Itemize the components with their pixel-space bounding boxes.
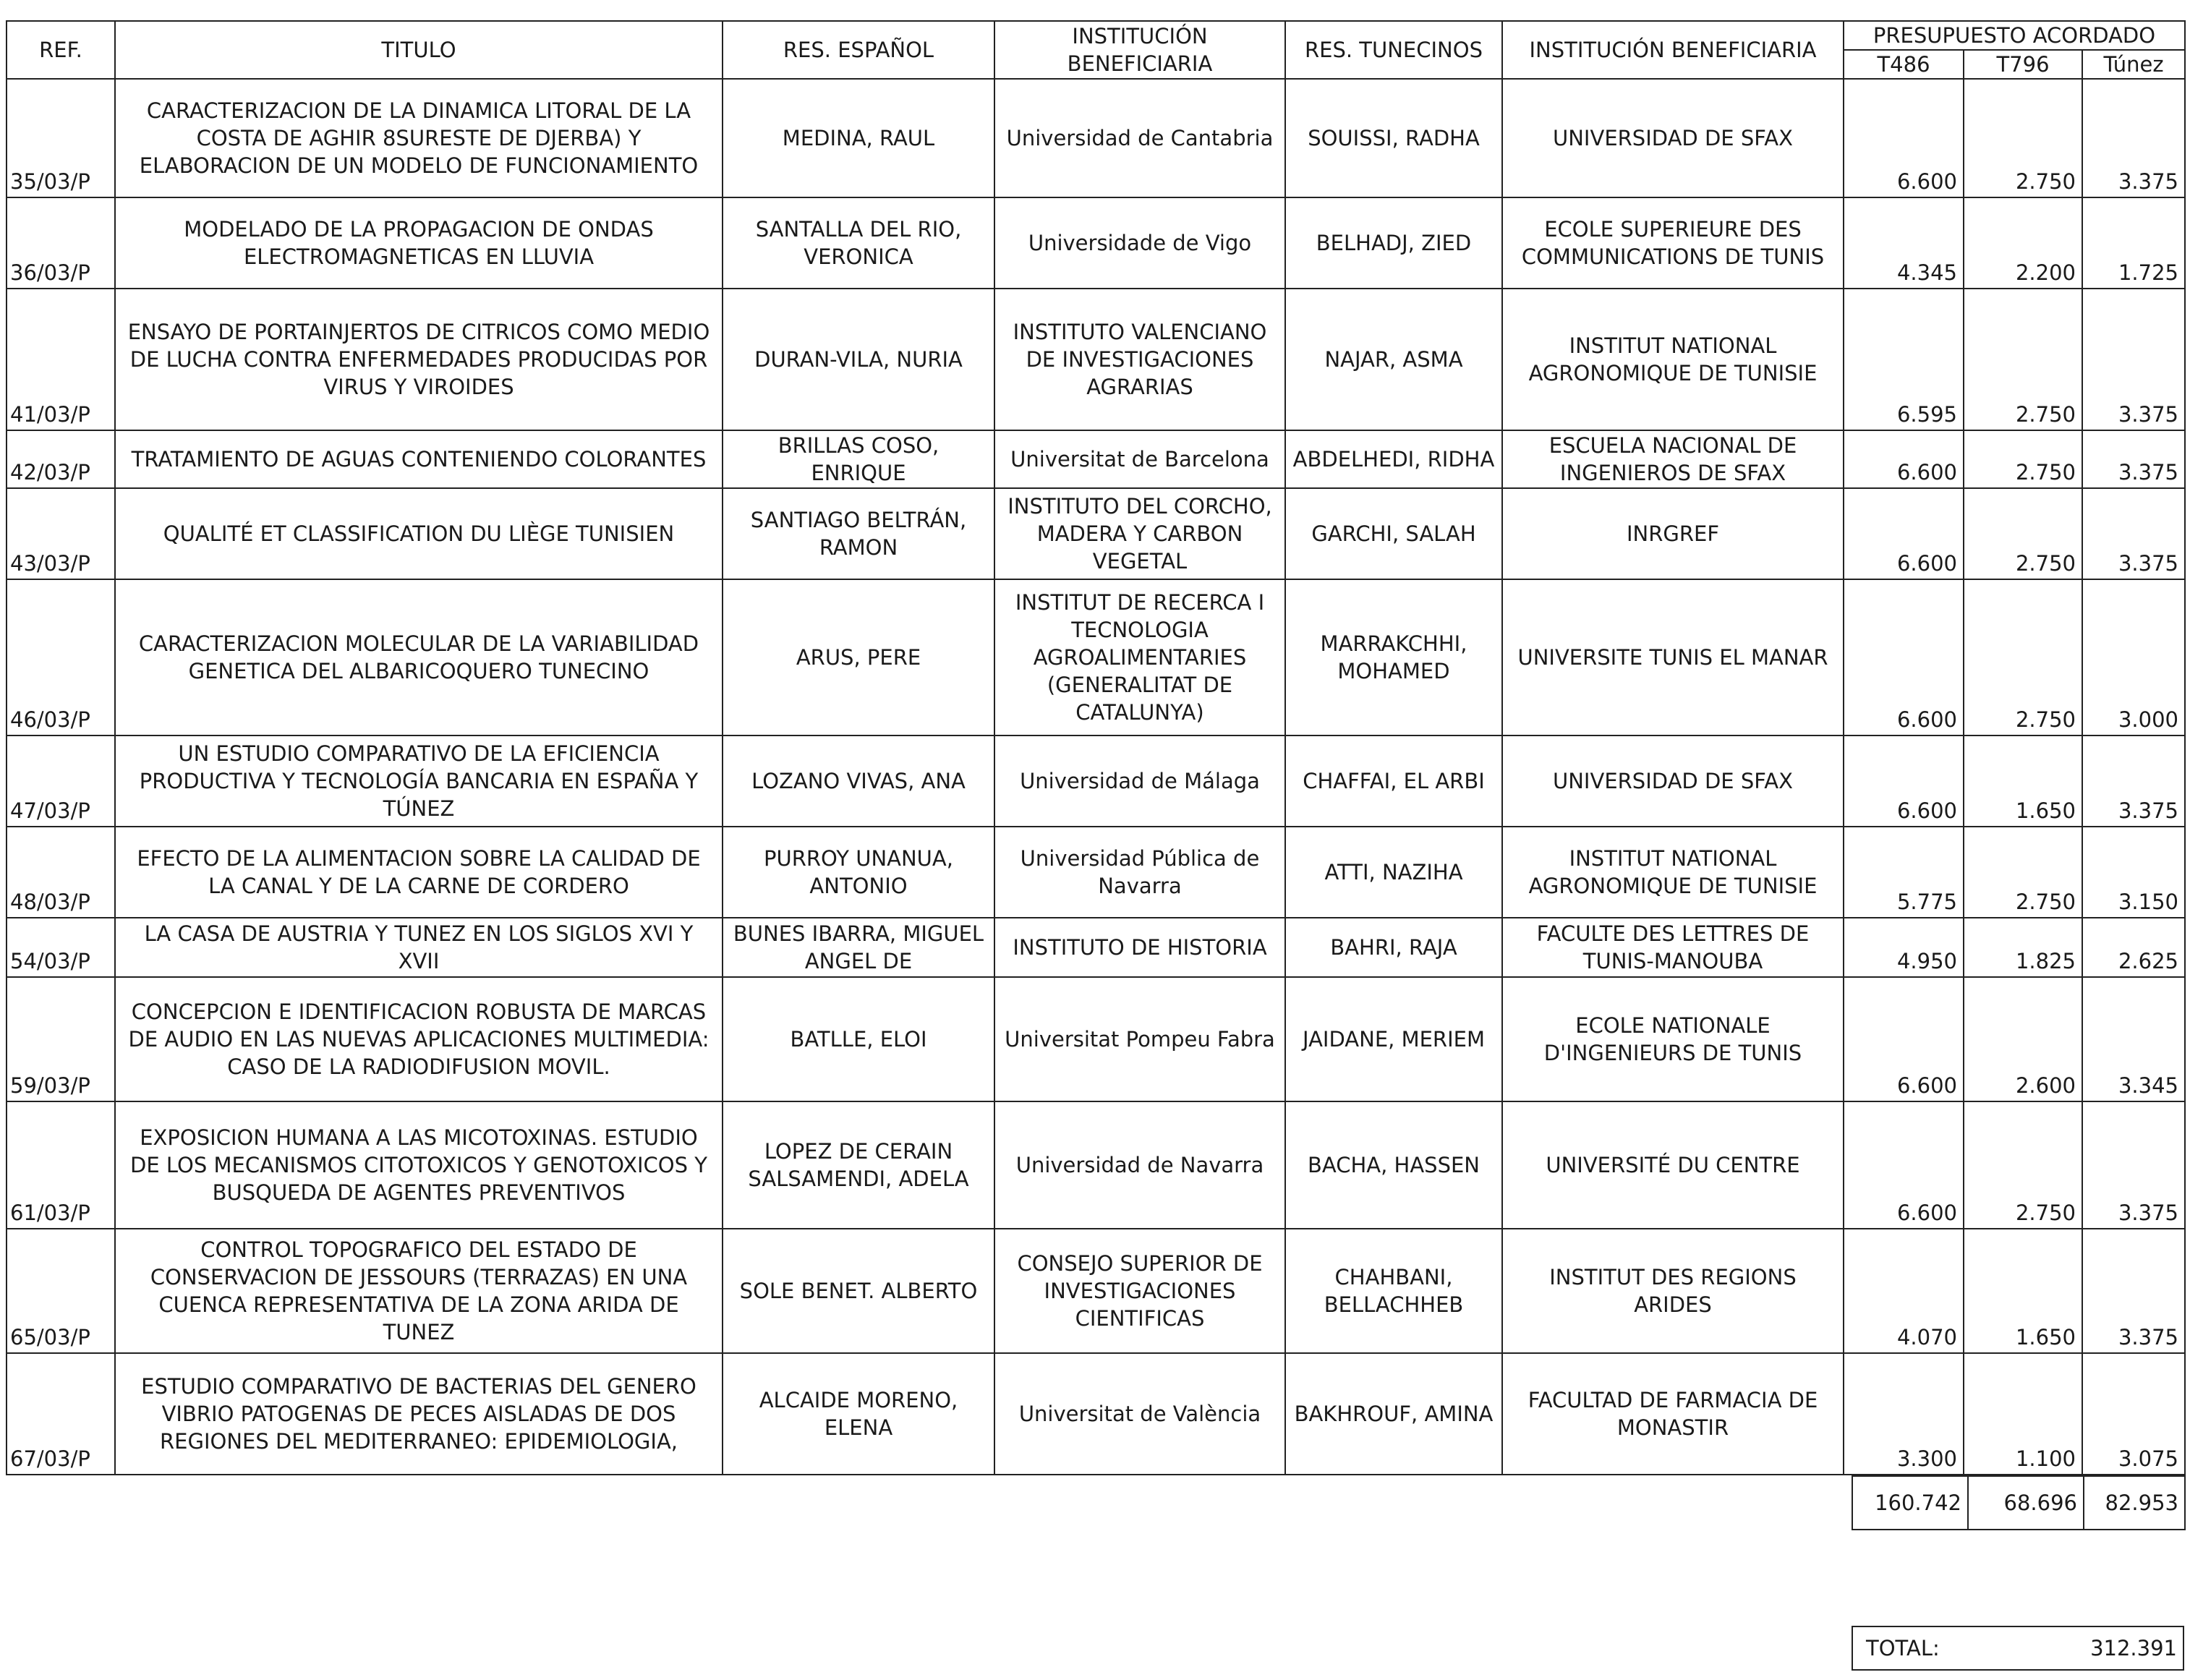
cell-res-tunecino: ABDELHEDI, RIDHA bbox=[1285, 430, 1502, 488]
table-row bbox=[7, 1229, 2185, 1353]
table-row bbox=[7, 430, 2185, 488]
table-body bbox=[7, 79, 2185, 1475]
table-row bbox=[7, 488, 2185, 579]
cell-t486: 6.600 bbox=[1844, 1101, 1964, 1229]
cell-institucion-tn: INSTITUT NATIONAL AGRONOMIQUE DE TUNISIE bbox=[1502, 827, 1844, 918]
cell-t796: 1.650 bbox=[1964, 1229, 2082, 1353]
cell-institucion-es: Universidad de Navarra bbox=[994, 1101, 1285, 1229]
cell-institucion-es: INSTITUTO DE HISTORIA bbox=[994, 918, 1285, 977]
cell-titulo: UN ESTUDIO COMPARATIVO DE LA EFICIENCIA PRODUCTIVA Y TECNOLOGÍA BANCARIA EN ESPAÑA Y TÚNEZ bbox=[115, 735, 723, 827]
cell-institucion-es: Universitat de València bbox=[994, 1353, 1285, 1475]
cell-tunez: 3.000 bbox=[2082, 579, 2185, 735]
cell-t486: 3.300 bbox=[1844, 1353, 1964, 1475]
cell-ref: 35/03/P bbox=[7, 79, 115, 197]
cell-t486: 6.600 bbox=[1844, 430, 1964, 488]
cell-ref: 48/03/P bbox=[7, 827, 115, 918]
cell-res-tunecino: BAKHROUF, AMINA bbox=[1285, 1353, 1502, 1475]
cell-ref: 47/03/P bbox=[7, 735, 115, 827]
cell-institucion-es: INSTITUTO DEL CORCHO, MADERA Y CARBON VEGETAL bbox=[994, 488, 1285, 579]
cell-res-tunecino: NAJAR, ASMA bbox=[1285, 289, 1502, 430]
cell-res-tunecino: CHAFFAI, EL ARBI bbox=[1285, 735, 1502, 827]
total-t486: 160.742 bbox=[1852, 1476, 1968, 1530]
cell-t796: 2.750 bbox=[1964, 430, 2082, 488]
table-row bbox=[7, 197, 2185, 289]
cell-t796: 2.600 bbox=[1964, 977, 2082, 1101]
cell-tunez: 2.625 bbox=[2082, 918, 2185, 977]
cell-res-tunecino: SOUISSI, RADHA bbox=[1285, 79, 1502, 197]
cell-institucion-es: Universidad Pública de Navarra bbox=[994, 827, 1285, 918]
cell-titulo: CARACTERIZACION DE LA DINAMICA LITORAL DE LA COSTA DE AGHIR 8SURESTE DE DJERBA) Y ELABORACION DE UN MODELO DE FUNCIONAMIENTO bbox=[115, 79, 723, 197]
cell-t486: 4.345 bbox=[1844, 197, 1964, 289]
cell-res-tunecino: MARRAKCHHI, MOHAMED bbox=[1285, 579, 1502, 735]
cell-t486: 5.775 bbox=[1844, 827, 1964, 918]
cell-titulo: CONCEPCION E IDENTIFICACION ROBUSTA DE MARCAS DE AUDIO EN LAS NUEVAS APLICACIONES MULTIMEDIA: CASO DE LA RADIODIFUSION MOVIL. bbox=[115, 977, 723, 1101]
cell-tunez: 3.375 bbox=[2082, 79, 2185, 197]
cell-institucion-tn: ESCUELA NACIONAL DE INGENIEROS DE SFAX bbox=[1502, 430, 1844, 488]
cell-ref: 36/03/P bbox=[7, 197, 115, 289]
cell-t486: 4.070 bbox=[1844, 1229, 1964, 1353]
cell-res-espanol: ARUS, PERE bbox=[723, 579, 994, 735]
cell-institucion-es: CONSEJO SUPERIOR DE INVESTIGACIONES CIENTIFICAS bbox=[994, 1229, 1285, 1353]
cell-ref: 42/03/P bbox=[7, 430, 115, 488]
cell-institucion-tn: FACULTE DES LETTRES DE TUNIS-MANOUBA bbox=[1502, 918, 1844, 977]
cell-titulo: QUALITÉ ET CLASSIFICATION DU LIÈGE TUNISIEN bbox=[115, 488, 723, 579]
table-row bbox=[7, 827, 2185, 918]
total-t796: 68.696 bbox=[1968, 1476, 2084, 1530]
grand-total-value: 312.391 bbox=[2090, 1636, 2177, 1660]
cell-institucion-es: Universidade de Vigo bbox=[994, 197, 1285, 289]
cell-ref: 67/03/P bbox=[7, 1353, 115, 1475]
cell-res-tunecino: BACHA, HASSEN bbox=[1285, 1101, 1502, 1229]
table-row bbox=[7, 289, 2185, 430]
cell-t486: 6.600 bbox=[1844, 579, 1964, 735]
cell-ref: 43/03/P bbox=[7, 488, 115, 579]
header-tunez: Túnez bbox=[2082, 50, 2185, 79]
cell-tunez: 3.375 bbox=[2082, 1229, 2185, 1353]
cell-t796: 2.750 bbox=[1964, 79, 2082, 197]
cell-ref: 54/03/P bbox=[7, 918, 115, 977]
cell-t486: 6.595 bbox=[1844, 289, 1964, 430]
cell-res-espanol: LOZANO VIVAS, ANA bbox=[723, 735, 994, 827]
cell-res-tunecino: CHAHBANI, BELLACHHEB bbox=[1285, 1229, 1502, 1353]
cell-t486: 6.600 bbox=[1844, 488, 1964, 579]
header-institucion-beneficiaria-es: INSTITUCIÓN BENEFICIARIA bbox=[994, 21, 1285, 79]
cell-institucion-tn: UNIVERSITÉ DU CENTRE bbox=[1502, 1101, 1844, 1229]
table-row bbox=[7, 1101, 2185, 1229]
cell-tunez: 3.075 bbox=[2082, 1353, 2185, 1475]
table-row bbox=[7, 1353, 2185, 1475]
cell-t796: 2.750 bbox=[1964, 289, 2082, 430]
table-row bbox=[7, 735, 2185, 827]
header-institucion-beneficiaria-tn: INSTITUCIÓN BENEFICIARIA bbox=[1502, 21, 1844, 79]
header-t796: T796 bbox=[1964, 50, 2082, 79]
cell-titulo: MODELADO DE LA PROPAGACION DE ONDAS ELECTROMAGNETICAS EN LLUVIA bbox=[115, 197, 723, 289]
cell-res-espanol: PURROY UNANUA, ANTONIO bbox=[723, 827, 994, 918]
cell-t486: 4.950 bbox=[1844, 918, 1964, 977]
grand-total-box bbox=[1852, 1626, 2184, 1671]
column-totals bbox=[1852, 1475, 2186, 1530]
header-presupuesto-acordado: PRESUPUESTO ACORDADO bbox=[1844, 21, 2185, 50]
cell-res-espanol: SANTIAGO BELTRÁN, RAMON bbox=[723, 488, 994, 579]
cell-t486: 6.600 bbox=[1844, 79, 1964, 197]
cell-t796: 2.200 bbox=[1964, 197, 2082, 289]
cell-ref: 41/03/P bbox=[7, 289, 115, 430]
cell-institucion-tn: UNIVERSIDAD DE SFAX bbox=[1502, 735, 1844, 827]
cell-institucion-es: Universidad de Málaga bbox=[994, 735, 1285, 827]
cell-res-tunecino: ATTI, NAZIHA bbox=[1285, 827, 1502, 918]
cell-res-espanol: DURAN-VILA, NURIA bbox=[723, 289, 994, 430]
cell-titulo: LA CASA DE AUSTRIA Y TUNEZ EN LOS SIGLOS XVI Y XVII bbox=[115, 918, 723, 977]
cell-tunez: 3.375 bbox=[2082, 1101, 2185, 1229]
cell-t796: 1.650 bbox=[1964, 735, 2082, 827]
cell-tunez: 3.345 bbox=[2082, 977, 2185, 1101]
cell-titulo: ESTUDIO COMPARATIVO DE BACTERIAS DEL GENERO VIBRIO PATOGENAS DE PECES AISLADAS DE DOS REGIONES DEL MEDITERRANEO: EPIDEMIOLOGIA, bbox=[115, 1353, 723, 1475]
table-row bbox=[7, 579, 2185, 735]
header-t486: T486 bbox=[1844, 50, 1964, 79]
cell-tunez: 3.375 bbox=[2082, 735, 2185, 827]
projects-table bbox=[6, 20, 2186, 1475]
cell-ref: 65/03/P bbox=[7, 1229, 115, 1353]
cell-ref: 59/03/P bbox=[7, 977, 115, 1101]
cell-institucion-tn: ECOLE SUPERIEURE DES COMMUNICATIONS DE TUNIS bbox=[1502, 197, 1844, 289]
cell-institucion-tn: INSTITUT NATIONAL AGRONOMIQUE DE TUNISIE bbox=[1502, 289, 1844, 430]
header-ref: REF. bbox=[7, 21, 115, 79]
cell-res-espanol: LOPEZ DE CERAIN SALSAMENDI, ADELA bbox=[723, 1101, 994, 1229]
header-res-tunecinos: RES. TUNECINOS bbox=[1285, 21, 1502, 79]
cell-institucion-es: INSTITUT DE RECERCA I TECNOLOGIA AGROALIMENTARIES (GENERALITAT DE CATALUNYA) bbox=[994, 579, 1285, 735]
cell-institucion-tn: FACULTAD DE FARMACIA DE MONASTIR bbox=[1502, 1353, 1844, 1475]
cell-res-espanol: ALCAIDE MORENO, ELENA bbox=[723, 1353, 994, 1475]
cell-res-espanol: MEDINA, RAUL bbox=[723, 79, 994, 197]
cell-tunez: 3.375 bbox=[2082, 430, 2185, 488]
cell-institucion-tn: UNIVERSIDAD DE SFAX bbox=[1502, 79, 1844, 197]
cell-t486: 6.600 bbox=[1844, 735, 1964, 827]
cell-titulo: TRATAMIENTO DE AGUAS CONTENIENDO COLORANTES bbox=[115, 430, 723, 488]
cell-institucion-es: Universitat de Barcelona bbox=[994, 430, 1285, 488]
cell-ref: 46/03/P bbox=[7, 579, 115, 735]
cell-res-tunecino: JAIDANE, MERIEM bbox=[1285, 977, 1502, 1101]
cell-res-tunecino: BELHADJ, ZIED bbox=[1285, 197, 1502, 289]
cell-t796: 2.750 bbox=[1964, 579, 2082, 735]
cell-res-espanol: BATLLE, ELOI bbox=[723, 977, 994, 1101]
cell-institucion-tn: INRGREF bbox=[1502, 488, 1844, 579]
cell-institucion-es: INSTITUTO VALENCIANO DE INVESTIGACIONES AGRARIAS bbox=[994, 289, 1285, 430]
cell-t796: 1.825 bbox=[1964, 918, 2082, 977]
table-row bbox=[7, 977, 2185, 1101]
cell-titulo: EXPOSICION HUMANA A LAS MICOTOXINAS. ESTUDIO DE LOS MECANISMOS CITOTOXICOS Y GENOTOXICOS Y BUSQUEDA DE AGENTES PREVENTIVOS bbox=[115, 1101, 723, 1229]
cell-ref: 61/03/P bbox=[7, 1101, 115, 1229]
grand-total-label: TOTAL: bbox=[1866, 1636, 1940, 1660]
cell-institucion-tn: UNIVERSITE TUNIS EL MANAR bbox=[1502, 579, 1844, 735]
cell-t796: 2.750 bbox=[1964, 488, 2082, 579]
cell-titulo: CONTROL TOPOGRAFICO DEL ESTADO DE CONSERVACION DE JESSOURS (TERRAZAS) EN UNA CUENCA REPRESENTATIVA DE LA ZONA ARIDA DE TUNEZ bbox=[115, 1229, 723, 1353]
total-tunez: 82.953 bbox=[2084, 1476, 2185, 1530]
cell-titulo: ENSAYO DE PORTAINJERTOS DE CITRICOS COMO MEDIO DE LUCHA CONTRA ENFERMEDADES PRODUCIDAS POR VIRUS Y VIROIDES bbox=[115, 289, 723, 430]
cell-tunez: 3.150 bbox=[2082, 827, 2185, 918]
table-row bbox=[7, 79, 2185, 197]
cell-titulo: EFECTO DE LA ALIMENTACION SOBRE LA CALIDAD DE LA CANAL Y DE LA CARNE DE CORDERO bbox=[115, 827, 723, 918]
cell-res-tunecino: BAHRI, RAJA bbox=[1285, 918, 1502, 977]
cell-tunez: 3.375 bbox=[2082, 289, 2185, 430]
header-titulo: TITULO bbox=[115, 21, 723, 79]
cell-tunez: 3.375 bbox=[2082, 488, 2185, 579]
cell-institucion-tn: INSTITUT DES REGIONS ARIDES bbox=[1502, 1229, 1844, 1353]
cell-tunez: 1.725 bbox=[2082, 197, 2185, 289]
table-row bbox=[7, 918, 2185, 977]
cell-t796: 2.750 bbox=[1964, 827, 2082, 918]
cell-res-espanol: SANTALLA DEL RIO, VERONICA bbox=[723, 197, 994, 289]
cell-t796: 2.750 bbox=[1964, 1101, 2082, 1229]
cell-institucion-es: Universidad de Cantabria bbox=[994, 79, 1285, 197]
table-header bbox=[7, 21, 2185, 79]
cell-t796: 1.100 bbox=[1964, 1353, 2082, 1475]
cell-institucion-es: Universitat Pompeu Fabra bbox=[994, 977, 1285, 1101]
cell-res-espanol: BRILLAS COSO, ENRIQUE bbox=[723, 430, 994, 488]
cell-res-espanol: BUNES IBARRA, MIGUEL ANGEL DE bbox=[723, 918, 994, 977]
cell-res-tunecino: GARCHI, SALAH bbox=[1285, 488, 1502, 579]
cell-titulo: CARACTERIZACION MOLECULAR DE LA VARIABILIDAD GENETICA DEL ALBARICOQUERO TUNECINO bbox=[115, 579, 723, 735]
cell-res-espanol: SOLE BENET. ALBERTO bbox=[723, 1229, 994, 1353]
cell-institucion-tn: ECOLE NATIONALE D'INGENIEURS DE TUNIS bbox=[1502, 977, 1844, 1101]
header-res-espanol: RES. ESPAÑOL bbox=[723, 21, 994, 79]
cell-t486: 6.600 bbox=[1844, 977, 1964, 1101]
